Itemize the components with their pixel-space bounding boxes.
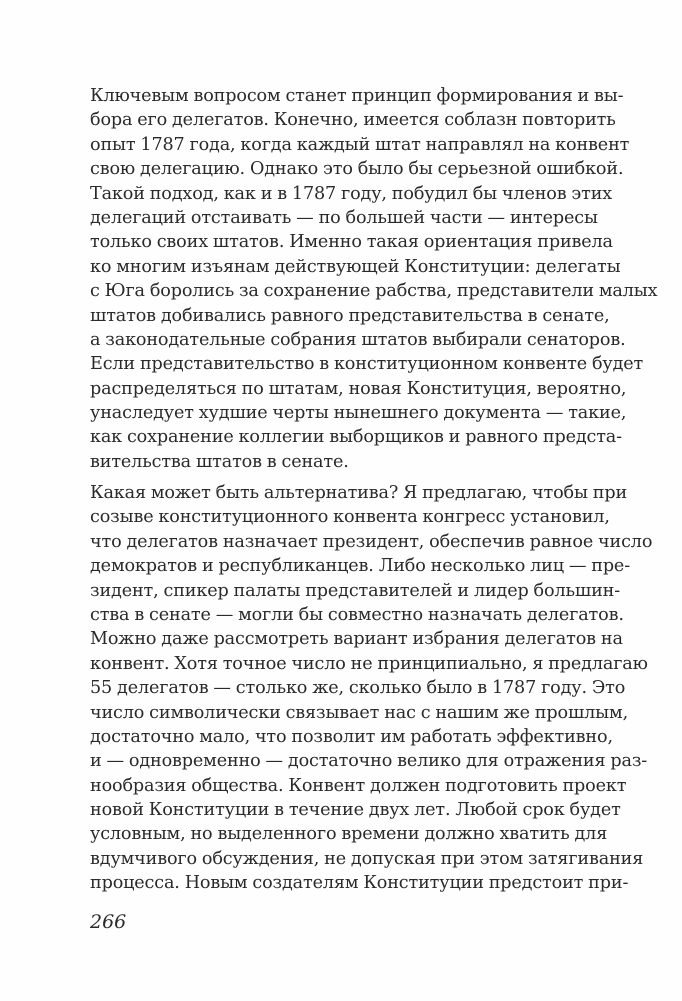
text-line: распределяться по штатам, новая Конституция, вероятно, [90, 378, 627, 399]
text-line: ства в сенате — могли бы совместно назначать делегатов. [90, 604, 624, 625]
text-line: 55 делегатов — столько же, сколько было в 1787 году. Это [90, 678, 626, 699]
text-line: вительства штатов в сенате. [90, 451, 349, 472]
text-line: только своих штатов. Именно такая ориентация привела [90, 232, 613, 253]
text-line: нообразия общества. Конвент должен подготовить проект [90, 775, 627, 796]
text-line: с Юга боролись за сохранение рабства, представители малых [90, 281, 658, 302]
text-line: бора его делегатов. Конечно, имеется соблазн повторить [90, 110, 616, 131]
page-number: 266 [90, 911, 127, 933]
text-line: а законодательные собрания штатов выбирали сенаторов. [90, 329, 626, 350]
text-line: конвент. Хотя точное число не принципиально, я предлагаю [90, 653, 648, 674]
text-line: процесса. Новым создателям Конституции предстоит при- [90, 873, 629, 894]
text-line: демократов и республиканцев. Либо несколько лиц — пре- [90, 556, 630, 577]
text-line: Такой подход, как и в 1787 году, побудил бы членов этих [90, 183, 613, 204]
text-line: Какая может быть альтернатива? Я предлагаю, чтобы при [90, 483, 628, 503]
text-line: свою делегацию. Однако это было бы серьезной ошибкой. [90, 159, 624, 180]
text-line: достаточно мало, что позволит им работать эффективно, [90, 726, 613, 747]
text-line: вдумчивого обсуждения, не допуская при этом затягивания [90, 848, 644, 869]
text-line: и — одновременно — достаточно велико для отражения раз- [90, 751, 648, 772]
text-line: Ключевым вопросом станет принцип формирования и вы- [90, 86, 624, 106]
text-line: делегаций отстаивать — по большей части — интересы [90, 207, 598, 228]
text-line: опыт 1787 года, когда каждый штат направлял на конвент [90, 134, 630, 155]
text-line: зидент, спикер палаты представителей и лидер большин- [90, 580, 621, 601]
text-line: ко многим изъянам действующей Конституции: делегаты [90, 256, 621, 277]
text-line: созыве конституционного конвента конгресс установил, [90, 507, 610, 528]
paragraph-1 [90, 84, 658, 474]
paragraph-2 [90, 481, 653, 896]
text-line: Можно даже рассмотреть вариант избрания делегатов на [90, 629, 623, 650]
text-line: Если представительство в конституционном конвенте будет [90, 354, 644, 375]
text-line: штатов добивались равного представительства в сенате, [90, 305, 610, 326]
text-line: как сохранение коллегии выборщиков и равного предста- [90, 427, 622, 448]
text-line: что делегатов назначает президент, обеспечив равное число [90, 531, 653, 552]
text-line: унаследует худшие черты нынешнего документа — такие, [90, 403, 627, 424]
text-line: новой Конституции в течение двух лет. Любой срок будет [90, 800, 621, 821]
text-line: число символически связывает нас с нашим же прошлым, [90, 702, 629, 723]
text-line: условным, но выделенного времени должно хватить для [90, 824, 608, 845]
